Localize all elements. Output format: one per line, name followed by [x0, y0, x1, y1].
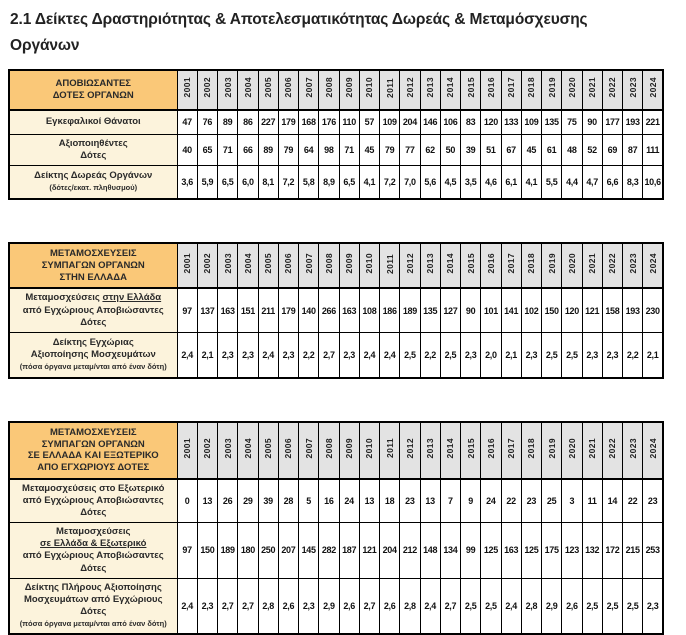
data-cell: 127 [440, 288, 460, 332]
data-cell: 2,5 [440, 332, 460, 378]
data-cell: 133 [501, 110, 521, 135]
data-cell: 125 [481, 523, 501, 578]
year-header: 2024 [643, 243, 663, 289]
data-cell: 2,8 [521, 578, 541, 634]
data-cell: 2,7 [359, 578, 379, 634]
data-cell: 4,7 [582, 165, 602, 199]
data-cell: 134 [440, 523, 460, 578]
year-header: 2007 [299, 70, 319, 110]
data-cell: 179 [278, 110, 298, 135]
page-title-line2: Οργάνων [10, 37, 80, 55]
data-cell: 23 [643, 479, 663, 523]
data-cell: 47 [177, 110, 197, 135]
year-header: 2021 [582, 70, 602, 110]
data-cell: 99 [461, 523, 481, 578]
data-cell: 16 [319, 479, 339, 523]
year-header: 2008 [319, 70, 339, 110]
data-cell: 5,6 [420, 165, 440, 199]
data-cell: 40 [177, 134, 197, 165]
data-cell: 69 [602, 134, 622, 165]
year-header: 2007 [299, 243, 319, 289]
year-header: 2004 [238, 422, 258, 480]
data-cell: 90 [582, 110, 602, 135]
year-header: 2004 [238, 243, 258, 289]
year-header: 2019 [542, 243, 562, 289]
data-cell: 14 [602, 479, 622, 523]
data-cell: 2,3 [218, 332, 238, 378]
data-cell: 125 [521, 523, 541, 578]
year-header: 2011 [380, 422, 400, 480]
data-cell: 71 [339, 134, 359, 165]
data-cell: 108 [359, 288, 379, 332]
row-label: Μεταμοσχεύσεις στην Ελλάδα από Εγχώριους Αποβιώσαντες Δότες [9, 288, 177, 332]
year-header: 2007 [299, 422, 319, 480]
year-header: 2022 [602, 422, 622, 480]
year-header: 2014 [440, 70, 460, 110]
data-cell: 227 [258, 110, 278, 135]
data-cell: 109 [521, 110, 541, 135]
data-cell: 146 [420, 110, 440, 135]
year-header: 2020 [562, 422, 582, 480]
year-header: 2002 [197, 70, 217, 110]
year-header: 2006 [278, 70, 298, 110]
year-header: 2009 [339, 243, 359, 289]
data-cell: 79 [278, 134, 298, 165]
data-cell: 2,3 [643, 578, 663, 634]
data-cell: 98 [319, 134, 339, 165]
year-header: 2022 [602, 243, 622, 289]
data-cell: 163 [339, 288, 359, 332]
data-cell: 151 [238, 288, 258, 332]
year-header: 2005 [258, 243, 278, 289]
year-header: 2019 [542, 70, 562, 110]
row-label: Δείκτης Δωρεάς Οργάνων (δότες/εκατ. πληθυσμού) [9, 165, 177, 199]
data-cell: 48 [562, 134, 582, 165]
year-header: 2011 [380, 243, 400, 289]
data-cell: 189 [400, 288, 420, 332]
year-header: 2012 [400, 243, 420, 289]
table-row [9, 165, 663, 199]
year-header: 2012 [400, 422, 420, 480]
row-label: Δείκτης Εγχώριας Αξιοποίησης Μοσχευμάτων (πόσα όργανα μεταμ/νται από έναν δότη) [9, 332, 177, 378]
data-cell: 62 [420, 134, 440, 165]
data-cell: 2,5 [481, 578, 501, 634]
data-cell: 204 [380, 523, 400, 578]
data-cell: 2,3 [278, 332, 298, 378]
year-header: 2023 [623, 422, 643, 480]
data-cell: 6,0 [238, 165, 258, 199]
data-cell: 90 [461, 288, 481, 332]
data-cell: 193 [623, 288, 643, 332]
data-cell: 66 [238, 134, 258, 165]
data-cell: 2,6 [278, 578, 298, 634]
data-cell: 24 [339, 479, 359, 523]
data-cell: 250 [258, 523, 278, 578]
year-header: 2021 [582, 422, 602, 480]
data-cell: 2,3 [238, 332, 258, 378]
data-cell: 64 [299, 134, 319, 165]
data-cell: 120 [481, 110, 501, 135]
data-cell: 2,6 [562, 578, 582, 634]
year-header: 2016 [481, 243, 501, 289]
data-cell: 89 [218, 110, 238, 135]
data-cell: 187 [339, 523, 359, 578]
year-header: 2024 [643, 70, 663, 110]
data-cell: 86 [238, 110, 258, 135]
data-cell: 2,8 [258, 578, 278, 634]
data-cell: 2,0 [481, 332, 501, 378]
data-cell: 120 [562, 288, 582, 332]
data-cell: 2,4 [380, 332, 400, 378]
row-label: Μεταμοσχεύσεις στο Εξωτερικό από Εγχώριους Αποβιώσαντες Δότες [9, 479, 177, 523]
data-cell: 45 [359, 134, 379, 165]
year-header: 2008 [319, 243, 339, 289]
data-cell: 109 [380, 110, 400, 135]
data-cell: 6,5 [339, 165, 359, 199]
table-row [9, 134, 663, 165]
year-header: 2010 [359, 243, 379, 289]
year-header: 2015 [461, 70, 481, 110]
data-cell: 2,6 [339, 578, 359, 634]
year-header: 2003 [218, 243, 238, 289]
year-header: 2002 [197, 243, 217, 289]
data-cell: 175 [542, 523, 562, 578]
data-cell: 221 [643, 110, 663, 135]
year-header: 2011 [380, 70, 400, 110]
data-cell: 207 [278, 523, 298, 578]
data-cell: 83 [461, 110, 481, 135]
data-cell: 2,3 [602, 332, 622, 378]
year-header: 2009 [339, 422, 359, 480]
data-cell: 2,3 [197, 578, 217, 634]
data-cell: 11 [582, 479, 602, 523]
data-cell: 2,4 [420, 578, 440, 634]
data-cell: 168 [299, 110, 319, 135]
year-header: 2020 [562, 70, 582, 110]
data-cell: 4,6 [481, 165, 501, 199]
data-cell: 4,4 [562, 165, 582, 199]
year-header: 2017 [501, 422, 521, 480]
year-header: 2015 [461, 243, 481, 289]
year-header: 2013 [420, 70, 440, 110]
table-row [9, 110, 663, 135]
data-cell: 163 [501, 523, 521, 578]
data-cell: 76 [197, 110, 217, 135]
year-header: 2003 [218, 70, 238, 110]
data-cell: 102 [521, 288, 541, 332]
data-cell: 179 [278, 288, 298, 332]
data-cell: 2,1 [197, 332, 217, 378]
data-cell: 132 [582, 523, 602, 578]
data-cell: 110 [339, 110, 359, 135]
data-cell: 150 [197, 523, 217, 578]
data-cell: 2,7 [319, 332, 339, 378]
data-cell: 141 [501, 288, 521, 332]
year-header: 2023 [623, 243, 643, 289]
year-header: 2006 [278, 422, 298, 480]
data-cell: 140 [299, 288, 319, 332]
data-cell: 4,1 [521, 165, 541, 199]
data-cell: 26 [218, 479, 238, 523]
data-cell: 121 [359, 523, 379, 578]
data-cell: 135 [420, 288, 440, 332]
data-cell: 7,0 [400, 165, 420, 199]
data-cell: 22 [623, 479, 643, 523]
data-cell: 75 [562, 110, 582, 135]
data-cell: 2,3 [339, 332, 359, 378]
data-cell: 65 [197, 134, 217, 165]
data-cell: 7,2 [380, 165, 400, 199]
table-transplants-in-greece [8, 242, 664, 379]
data-cell: 2,7 [238, 578, 258, 634]
data-cell: 10,6 [643, 165, 663, 199]
data-cell: 215 [623, 523, 643, 578]
year-header: 2014 [440, 243, 460, 289]
year-header: 2001 [177, 70, 197, 110]
data-cell: 101 [481, 288, 501, 332]
data-cell: 3 [562, 479, 582, 523]
year-header: 2005 [258, 422, 278, 480]
data-cell: 2,1 [501, 332, 521, 378]
table-row [9, 479, 663, 523]
table-transplants-greece-and-abroad [8, 421, 664, 635]
page-title-line1: 2.1 Δείκτες Δραστηριότητας & Αποτελεσματικότητας Δωρεάς & Μεταμόσχευσης [10, 11, 588, 28]
row-label: Αξιοποιηθέντες Δότες [9, 134, 177, 165]
year-header: 2017 [501, 243, 521, 289]
year-header: 2009 [339, 70, 359, 110]
data-cell: 145 [299, 523, 319, 578]
data-cell: 204 [400, 110, 420, 135]
data-cell: 6,6 [602, 165, 622, 199]
data-cell: 106 [440, 110, 460, 135]
data-cell: 71 [218, 134, 238, 165]
data-cell: 2,3 [521, 332, 541, 378]
year-header: 2022 [602, 70, 622, 110]
data-cell: 2,4 [177, 332, 197, 378]
table-row [9, 578, 663, 634]
data-cell: 2,1 [643, 332, 663, 378]
data-cell: 282 [319, 523, 339, 578]
data-cell: 2,6 [380, 578, 400, 634]
data-cell: 2,8 [400, 578, 420, 634]
data-cell: 2,5 [623, 578, 643, 634]
data-cell: 5,5 [542, 165, 562, 199]
year-header: 2024 [643, 422, 663, 480]
data-cell: 177 [602, 110, 622, 135]
year-header: 2018 [521, 422, 541, 480]
data-cell: 39 [461, 134, 481, 165]
year-header: 2002 [197, 422, 217, 480]
data-cell: 2,7 [218, 578, 238, 634]
data-cell: 57 [359, 110, 379, 135]
data-cell: 2,4 [258, 332, 278, 378]
year-header: 2016 [481, 70, 501, 110]
data-cell: 253 [643, 523, 663, 578]
data-cell: 2,2 [623, 332, 643, 378]
year-header: 2015 [461, 422, 481, 480]
data-cell: 137 [197, 288, 217, 332]
year-header: 2008 [319, 422, 339, 480]
data-cell: 23 [400, 479, 420, 523]
year-header: 2012 [400, 70, 420, 110]
year-header: 2010 [359, 422, 379, 480]
data-cell: 50 [440, 134, 460, 165]
data-cell: 180 [238, 523, 258, 578]
data-cell: 77 [400, 134, 420, 165]
data-cell: 2,7 [440, 578, 460, 634]
data-cell: 2,5 [400, 332, 420, 378]
data-cell: 13 [197, 479, 217, 523]
data-cell: 3,6 [177, 165, 197, 199]
data-cell: 67 [501, 134, 521, 165]
data-cell: 2,4 [359, 332, 379, 378]
data-cell: 18 [380, 479, 400, 523]
data-cell: 13 [359, 479, 379, 523]
data-cell: 23 [521, 479, 541, 523]
data-cell: 189 [218, 523, 238, 578]
data-cell: 111 [643, 134, 663, 165]
data-cell: 45 [521, 134, 541, 165]
year-header: 2001 [177, 243, 197, 289]
data-cell: 8,3 [623, 165, 643, 199]
data-cell: 211 [258, 288, 278, 332]
row-label: Εγκεφαλικοί Θάνατοι [9, 110, 177, 135]
year-header: 2018 [521, 70, 541, 110]
table-deceased-organ-donors [8, 69, 664, 200]
data-cell: 5 [299, 479, 319, 523]
data-cell: 123 [562, 523, 582, 578]
data-cell: 24 [481, 479, 501, 523]
data-cell: 2,5 [461, 578, 481, 634]
data-cell: 230 [643, 288, 663, 332]
data-cell: 172 [602, 523, 622, 578]
year-header: 2017 [501, 70, 521, 110]
data-cell: 186 [380, 288, 400, 332]
data-cell: 28 [278, 479, 298, 523]
year-header: 2001 [177, 422, 197, 480]
year-header: 2016 [481, 422, 501, 480]
data-cell: 2,5 [602, 578, 622, 634]
data-cell: 8,9 [319, 165, 339, 199]
year-header: 2019 [542, 422, 562, 480]
data-cell: 61 [542, 134, 562, 165]
data-cell: 8,1 [258, 165, 278, 199]
table-row [9, 288, 663, 332]
data-cell: 2,5 [562, 332, 582, 378]
data-cell: 2,4 [177, 578, 197, 634]
data-cell: 5,8 [299, 165, 319, 199]
data-cell: 176 [319, 110, 339, 135]
data-cell: 2,2 [299, 332, 319, 378]
data-cell: 4,1 [359, 165, 379, 199]
data-cell: 52 [582, 134, 602, 165]
data-cell: 2,5 [582, 578, 602, 634]
table-row [9, 523, 663, 578]
data-cell: 87 [623, 134, 643, 165]
year-header: 2018 [521, 243, 541, 289]
row-label: Μεταμοσχεύσεις σε Ελλάδα & Εξωτερικό από Εγχώριους Αποβιώσαντες Δότες [9, 523, 177, 578]
data-cell: 135 [542, 110, 562, 135]
data-cell: 2,3 [299, 578, 319, 634]
data-cell: 163 [218, 288, 238, 332]
data-cell: 6,1 [501, 165, 521, 199]
data-cell: 2,3 [582, 332, 602, 378]
row-label: Δείκτης Πλήρους Αξιοποίησης Μοσχευμάτων από Εγχώριους Δότες (πόσα όργανα μεταμ/νται από έναν δότη) [9, 578, 177, 634]
data-cell: 2,2 [420, 332, 440, 378]
year-header: 2013 [420, 243, 440, 289]
data-cell: 39 [258, 479, 278, 523]
year-header: 2004 [238, 70, 258, 110]
year-header: 2023 [623, 70, 643, 110]
data-cell: 193 [623, 110, 643, 135]
data-cell: 9 [461, 479, 481, 523]
year-header: 2003 [218, 422, 238, 480]
data-cell: 7,2 [278, 165, 298, 199]
data-cell: 51 [481, 134, 501, 165]
table-header-label: ΜΕΤΑΜΟΣΧΕΥΣΕΙΣ ΣΥΜΠΑΓΩΝ ΟΡΓΑΝΩΝ ΣΕ ΕΛΛΑΔΑ ΚΑΙ ΕΞΩΤΕΡΙΚΟ ΑΠΟ ΕΓΧΩΡΙΟΥΣ ΔΟΤΕΣ [9, 422, 177, 480]
data-cell: 0 [177, 479, 197, 523]
data-cell: 2,9 [319, 578, 339, 634]
data-cell: 6,5 [218, 165, 238, 199]
data-cell: 29 [238, 479, 258, 523]
data-cell: 97 [177, 288, 197, 332]
data-cell: 3,5 [461, 165, 481, 199]
year-header: 2010 [359, 70, 379, 110]
data-cell: 22 [501, 479, 521, 523]
data-cell: 150 [542, 288, 562, 332]
data-cell: 2,3 [461, 332, 481, 378]
data-cell: 2,4 [501, 578, 521, 634]
data-cell: 79 [380, 134, 400, 165]
data-cell: 212 [400, 523, 420, 578]
year-header: 2006 [278, 243, 298, 289]
data-cell: 89 [258, 134, 278, 165]
table-header-label: ΑΠΟΒΙΩΣΑΝΤΕΣ ΔΟΤΕΣ ΟΡΓΑΝΩΝ [9, 70, 177, 110]
data-cell: 7 [440, 479, 460, 523]
data-cell: 97 [177, 523, 197, 578]
table-row [9, 332, 663, 378]
data-cell: 121 [582, 288, 602, 332]
data-cell: 266 [319, 288, 339, 332]
data-cell: 2,5 [542, 332, 562, 378]
year-header: 2020 [562, 243, 582, 289]
data-cell: 4,5 [440, 165, 460, 199]
data-cell: 158 [602, 288, 622, 332]
year-header: 2014 [440, 422, 460, 480]
data-cell: 148 [420, 523, 440, 578]
data-cell: 2,9 [542, 578, 562, 634]
year-header: 2021 [582, 243, 602, 289]
data-cell: 5,9 [197, 165, 217, 199]
year-header: 2005 [258, 70, 278, 110]
data-cell: 25 [542, 479, 562, 523]
table-header-label: ΜΕΤΑΜΟΣΧΕΥΣΕΙΣ ΣΥΜΠΑΓΩΝ ΟΡΓΑΝΩΝ ΣΤΗΝ ΕΛΛΑΔΑ [9, 243, 177, 289]
year-header: 2013 [420, 422, 440, 480]
data-cell: 13 [420, 479, 440, 523]
page-title [10, 7, 686, 60]
